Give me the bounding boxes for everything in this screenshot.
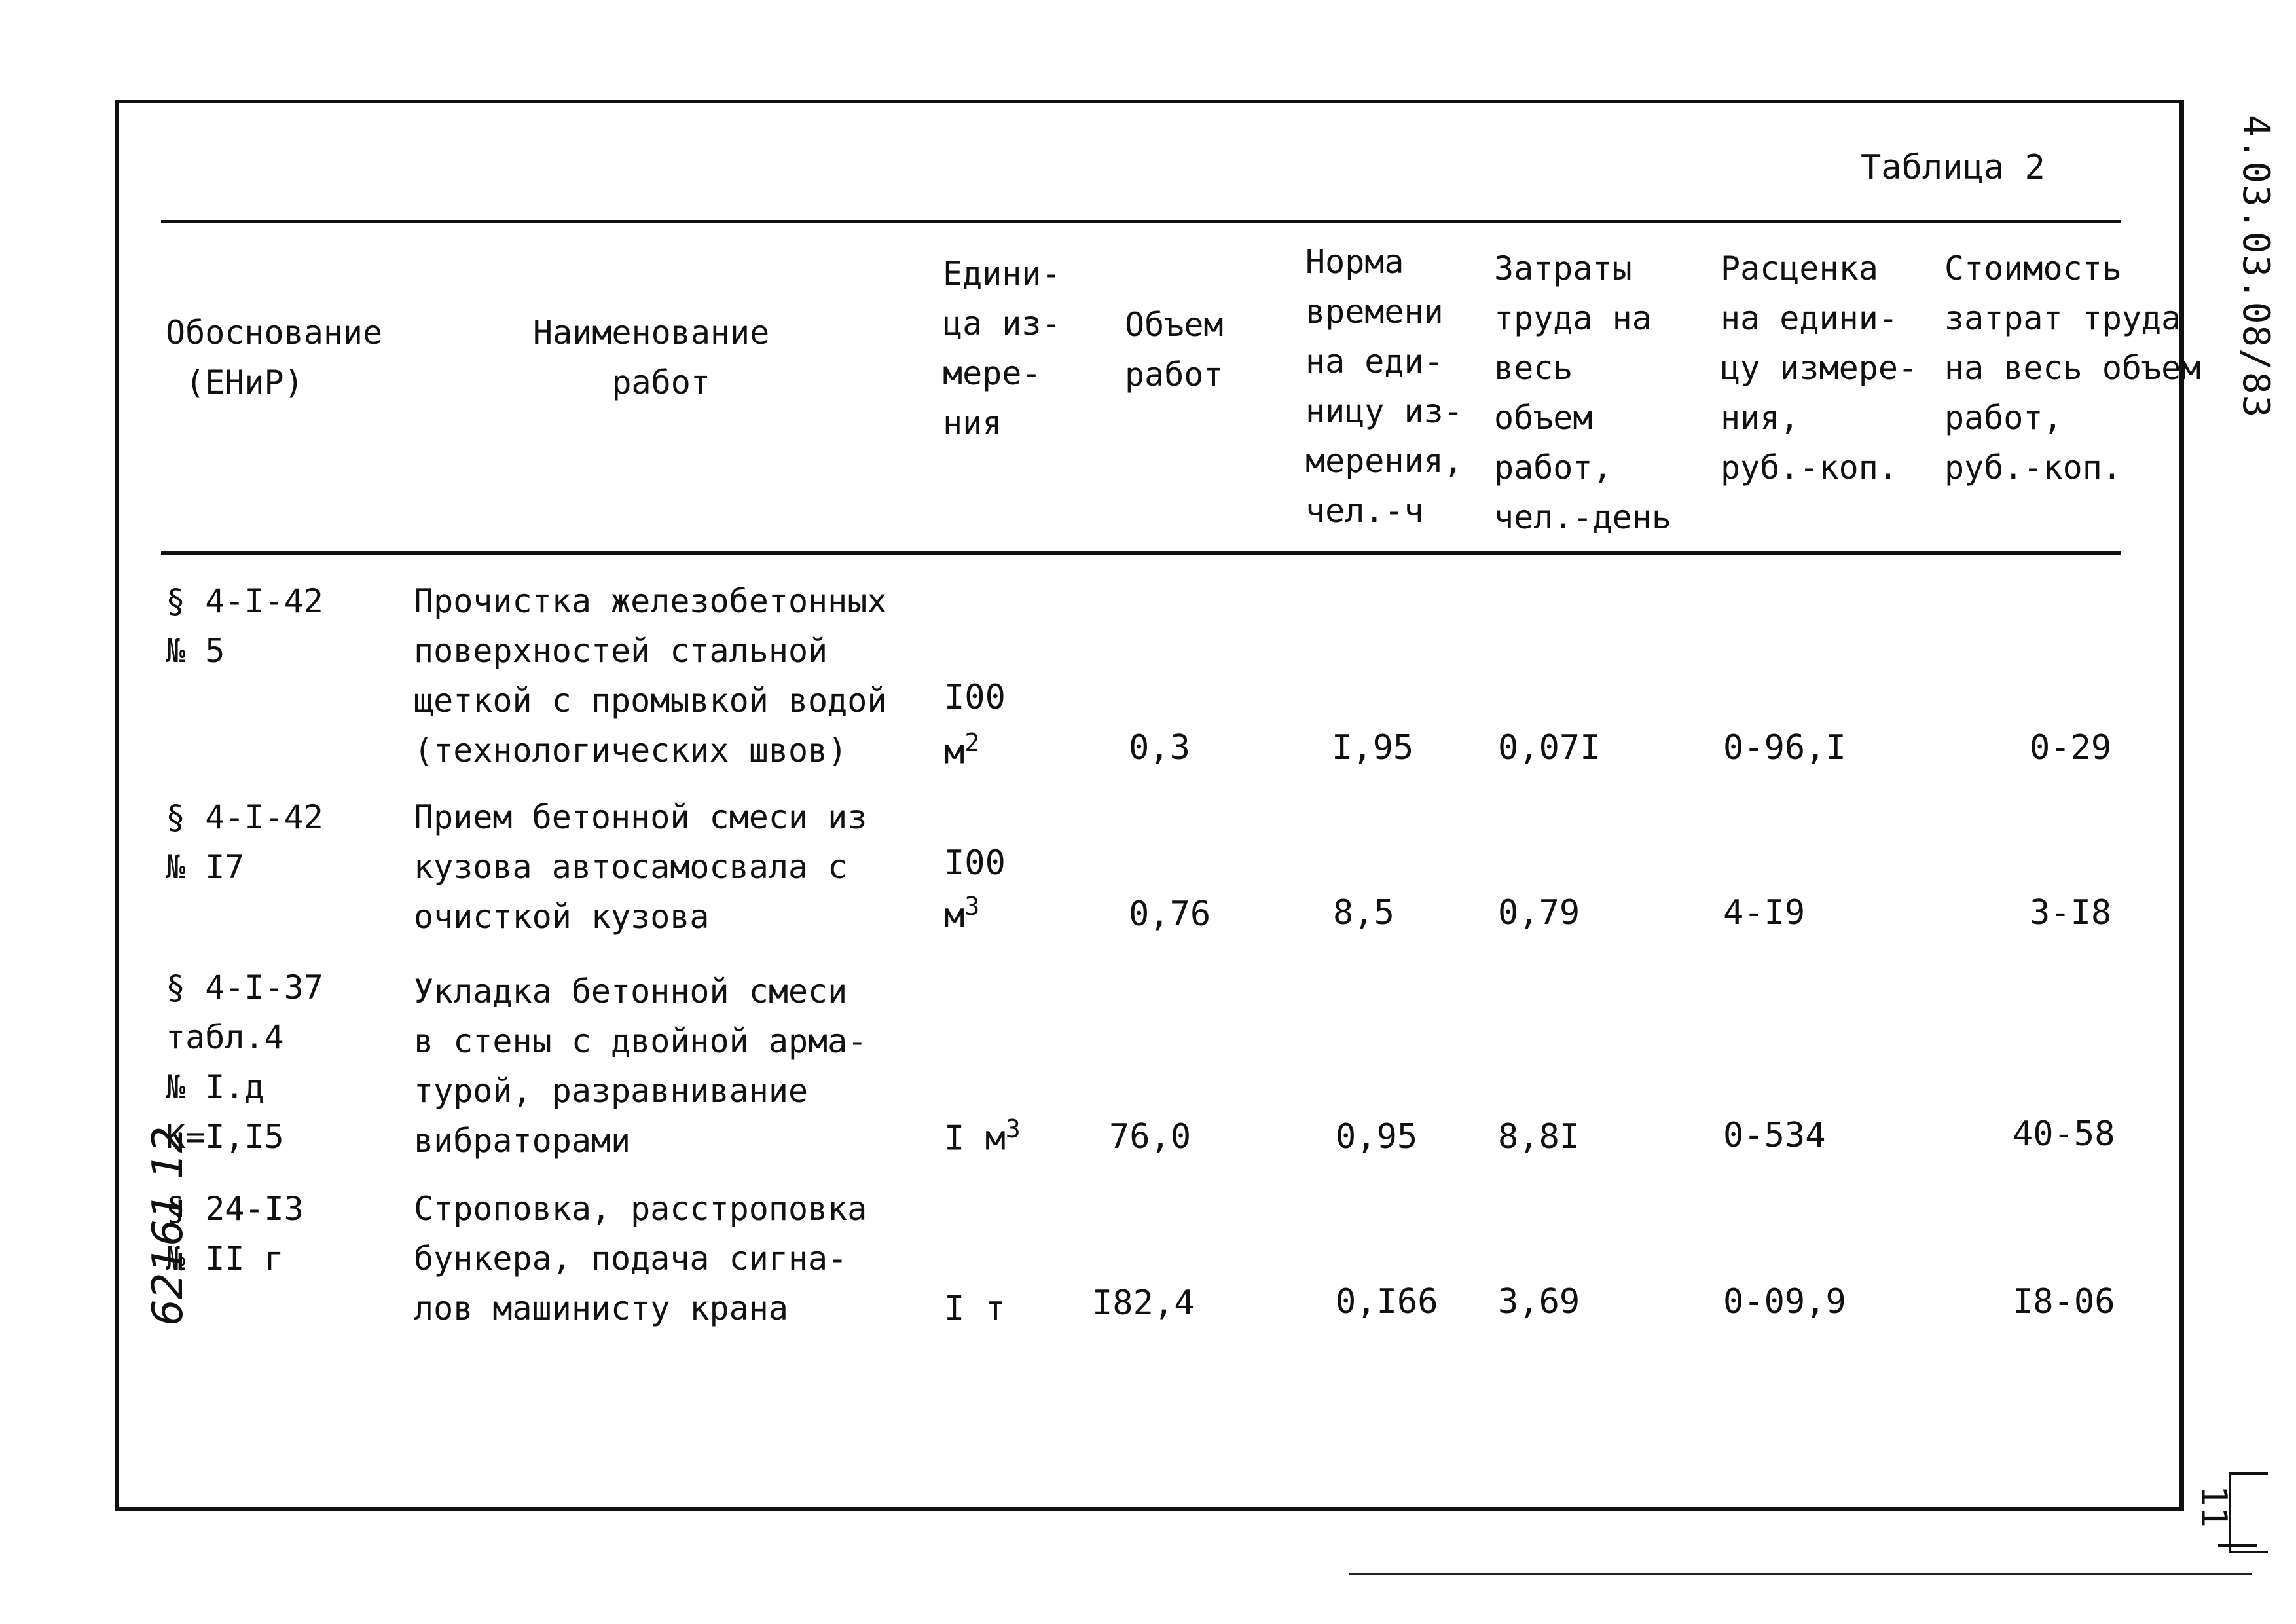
row4-rate: 0-09,9 (1723, 1282, 1846, 1321)
table-title: Таблица 2 (1861, 148, 2045, 187)
header-cost: Стоимость затрат труда на весь объем работ, руб.-коп. (1944, 249, 2201, 487)
header-unit: Едини- ца из- мере- ния (943, 255, 1061, 442)
header-top-rule (161, 220, 2121, 223)
row3-name: Укладка бетонной смеси в стены с двойной арма- турой, разравнивание вибраторами (414, 972, 867, 1160)
header-rate: Расценка на едини- цу измере- ния, руб.-коп. (1721, 249, 1918, 487)
header-volume: Объем работ (1125, 306, 1224, 394)
row4-norm: 0,I66 (1336, 1282, 1438, 1321)
row1-basis: § 4-I-42 № 5 (166, 582, 323, 670)
row1-rate: 0-96,I (1723, 728, 1846, 767)
header-basis: Обоснование (ЕНиР) (166, 314, 383, 401)
row4-basis: § 24-I3 № II г (166, 1190, 304, 1278)
row3-basis: § 4-I-37 табл.4 № I.д К=I,I5 (166, 969, 323, 1156)
row1-labor: 0,07I (1498, 728, 1601, 767)
document-code: 4.03.03.08/83 (2234, 115, 2277, 419)
row3-norm: 0,95 (1336, 1117, 1418, 1156)
row1-cost: 0-29 (2030, 728, 2112, 767)
row4-labor: 3,69 (1498, 1282, 1580, 1321)
row2-labor: 0,79 (1498, 893, 1580, 932)
header-labor: Затраты труда на весь объем работ, чел.-день (1494, 249, 1671, 536)
header-bottom-rule (161, 551, 2121, 555)
row2-basis: § 4-I-42 № I7 (166, 798, 323, 886)
row2-unit-top: I00 (944, 843, 1006, 883)
row3-volume: 76,0 (1109, 1117, 1192, 1156)
page-number-box-rule (2218, 1544, 2257, 1547)
header-norm: Норма времени на еди- ницу из- мерения, чел.-ч (1305, 243, 1463, 530)
page-number-box (2229, 1472, 2268, 1553)
row2-norm: 8,5 (1333, 893, 1394, 932)
row2-volume: 0,76 (1129, 895, 1211, 934)
row4-volume: I82,4 (1092, 1283, 1195, 1323)
row3-unit-sup: 3 (1005, 1115, 1021, 1143)
row1-name: Прочистка железобетонных поверхностей стальной щеткой с промывкой водой (технологических швов) (414, 582, 887, 769)
row1-unit-top: I00 (944, 678, 1006, 717)
row1-volume: 0,3 (1129, 728, 1190, 767)
archive-number: 62161 12 (144, 1126, 192, 1326)
header-name: Наименование работ (533, 314, 770, 401)
row4-unit: I т (944, 1289, 1006, 1329)
row4-cost: I8-06 (2013, 1282, 2115, 1321)
row3-labor: 8,8I (1498, 1117, 1580, 1156)
row2-cost: 3-I8 (2030, 893, 2112, 932)
row2-name: Прием бетонной смеси из кузова автосамосвала с очисткой кузова (414, 798, 867, 936)
row2-unit-sup: 3 (964, 892, 980, 921)
row2-unit-bottom: $м^3$ (944, 892, 980, 936)
row2-rate: 4-I9 (1723, 893, 1806, 932)
row1-unit-sup: 2 (964, 728, 980, 757)
row4-name: Строповка, расстроповка бункера, подача сигна- лов машинисту крана (414, 1190, 867, 1327)
row3-cost: 40-58 (2013, 1115, 2115, 1154)
bottom-rule (1349, 1573, 2252, 1575)
page-number: 11 (2193, 1485, 2234, 1528)
row1-norm: I,95 (1332, 728, 1414, 767)
row1-unit-bottom: $м^2$ (944, 728, 980, 772)
row3-rate: 0-534 (1723, 1116, 1826, 1155)
row3-unit: I $м^3$ (944, 1115, 1021, 1158)
